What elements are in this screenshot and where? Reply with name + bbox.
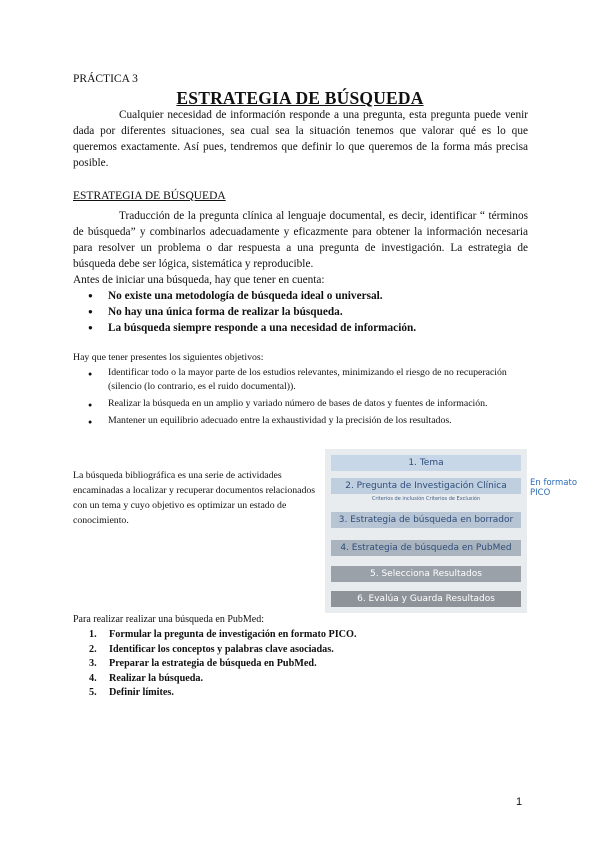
pico-format-note: En formato PICO <box>530 478 578 498</box>
diagram-step-3: 3. Estrategia de búsqueda en borrador <box>331 512 521 528</box>
before-start-text: Antes de iniciar una búsqueda, hay que tener en cuenta: <box>73 274 325 286</box>
section-heading: ESTRATEGIA DE BÚSQUEDA <box>73 190 226 202</box>
list-item: 5. Definir límites. <box>89 687 174 698</box>
list-item: 4. Realizar la búsqueda. <box>89 672 204 684</box>
page-number: 1 <box>516 796 523 808</box>
diagram-step-2-subtext: Criterios de inclusión Criterios de Exclusión <box>371 496 481 502</box>
intro-paragraph: Cualquier necesidad de información responde a una pregunta, esta pregunta puede venir dada por diferentes situaciones, sea cual sea la situación tenemos que valorar qué es lo que queremos exactamente. Así pues, tendremos que definir lo que queremos de la forma más precisa posible. <box>73 109 528 169</box>
diagram-step-5: 5. Selecciona Resultados <box>331 566 521 582</box>
pubmed-steps-list <box>73 628 523 701</box>
list-item: 1. Formular la pregunta de investigación en formato PICO. <box>89 629 357 640</box>
practice-label: PRÁCTICA 3 <box>73 73 138 85</box>
diagram-step-1: 1. Tema <box>331 455 521 471</box>
bibliographic-search-definition: La búsqueda bibliográfica es una serie de actividades encaminadas a localizar y recuperar documentos relacionados con un tema y cuyo objetivo es optimizar un estado de conocimiento. <box>73 470 316 526</box>
objectives-intro: Hay que tener presentes los siguientes objetivos: <box>73 352 264 363</box>
list-item: 3. Preparar la estrategia de búsqueda en PubMed. <box>89 658 317 669</box>
diagram-step-4: 4. Estrategia de búsqueda en PubMed <box>331 540 521 556</box>
list-item: ● No existe una metodología de búsqueda ideal o universal. <box>73 288 523 304</box>
list-item: ● Identificar todo o la mayor parte de los estudios relevantes, minimizando el riesgo de no recuperación (silencio (lo contrario, es el ruido documental)). <box>73 366 528 394</box>
pubmed-intro: Para realizar realizar una búsqueda en PubMed: <box>73 614 265 625</box>
list-item: 2. Identificar los conceptos y palabras clave asociadas. <box>89 643 334 655</box>
diagram-step-6: 6. Evalúa y Guarda Resultados <box>331 591 521 607</box>
key-points-list <box>73 288 523 336</box>
page-title: ESTRATEGIA DE BÚSQUEDA <box>176 88 424 108</box>
list-item: ● Mantener un equilibrio adecuado entre la exhaustividad y la precisión de los resultados. <box>73 414 528 428</box>
list-item: ● No hay una única forma de realizar la búsqueda. <box>73 304 523 320</box>
objectives-list <box>73 366 528 431</box>
search-process-diagram <box>325 449 527 613</box>
list-item: ● La búsqueda siempre responde a una necesidad de información. <box>73 320 523 336</box>
diagram-step-2: 2. Pregunta de Investigación Clínica <box>331 478 521 494</box>
list-item: ● Realizar la búsqueda en un amplio y variado número de bases de datos y fuentes de información. <box>73 397 528 411</box>
definition-paragraph: Traducción de la pregunta clínica al lenguaje documental, es decir, identificar “ términos de búsqueda” y combinarlos adecuadamente y eficazmente para obtener la información necesaria para resolver un problema o dar respuesta a una pregunta de investigación. La estrategia de búsqueda debe ser lógica, sistemática y reproducible. <box>73 210 528 270</box>
